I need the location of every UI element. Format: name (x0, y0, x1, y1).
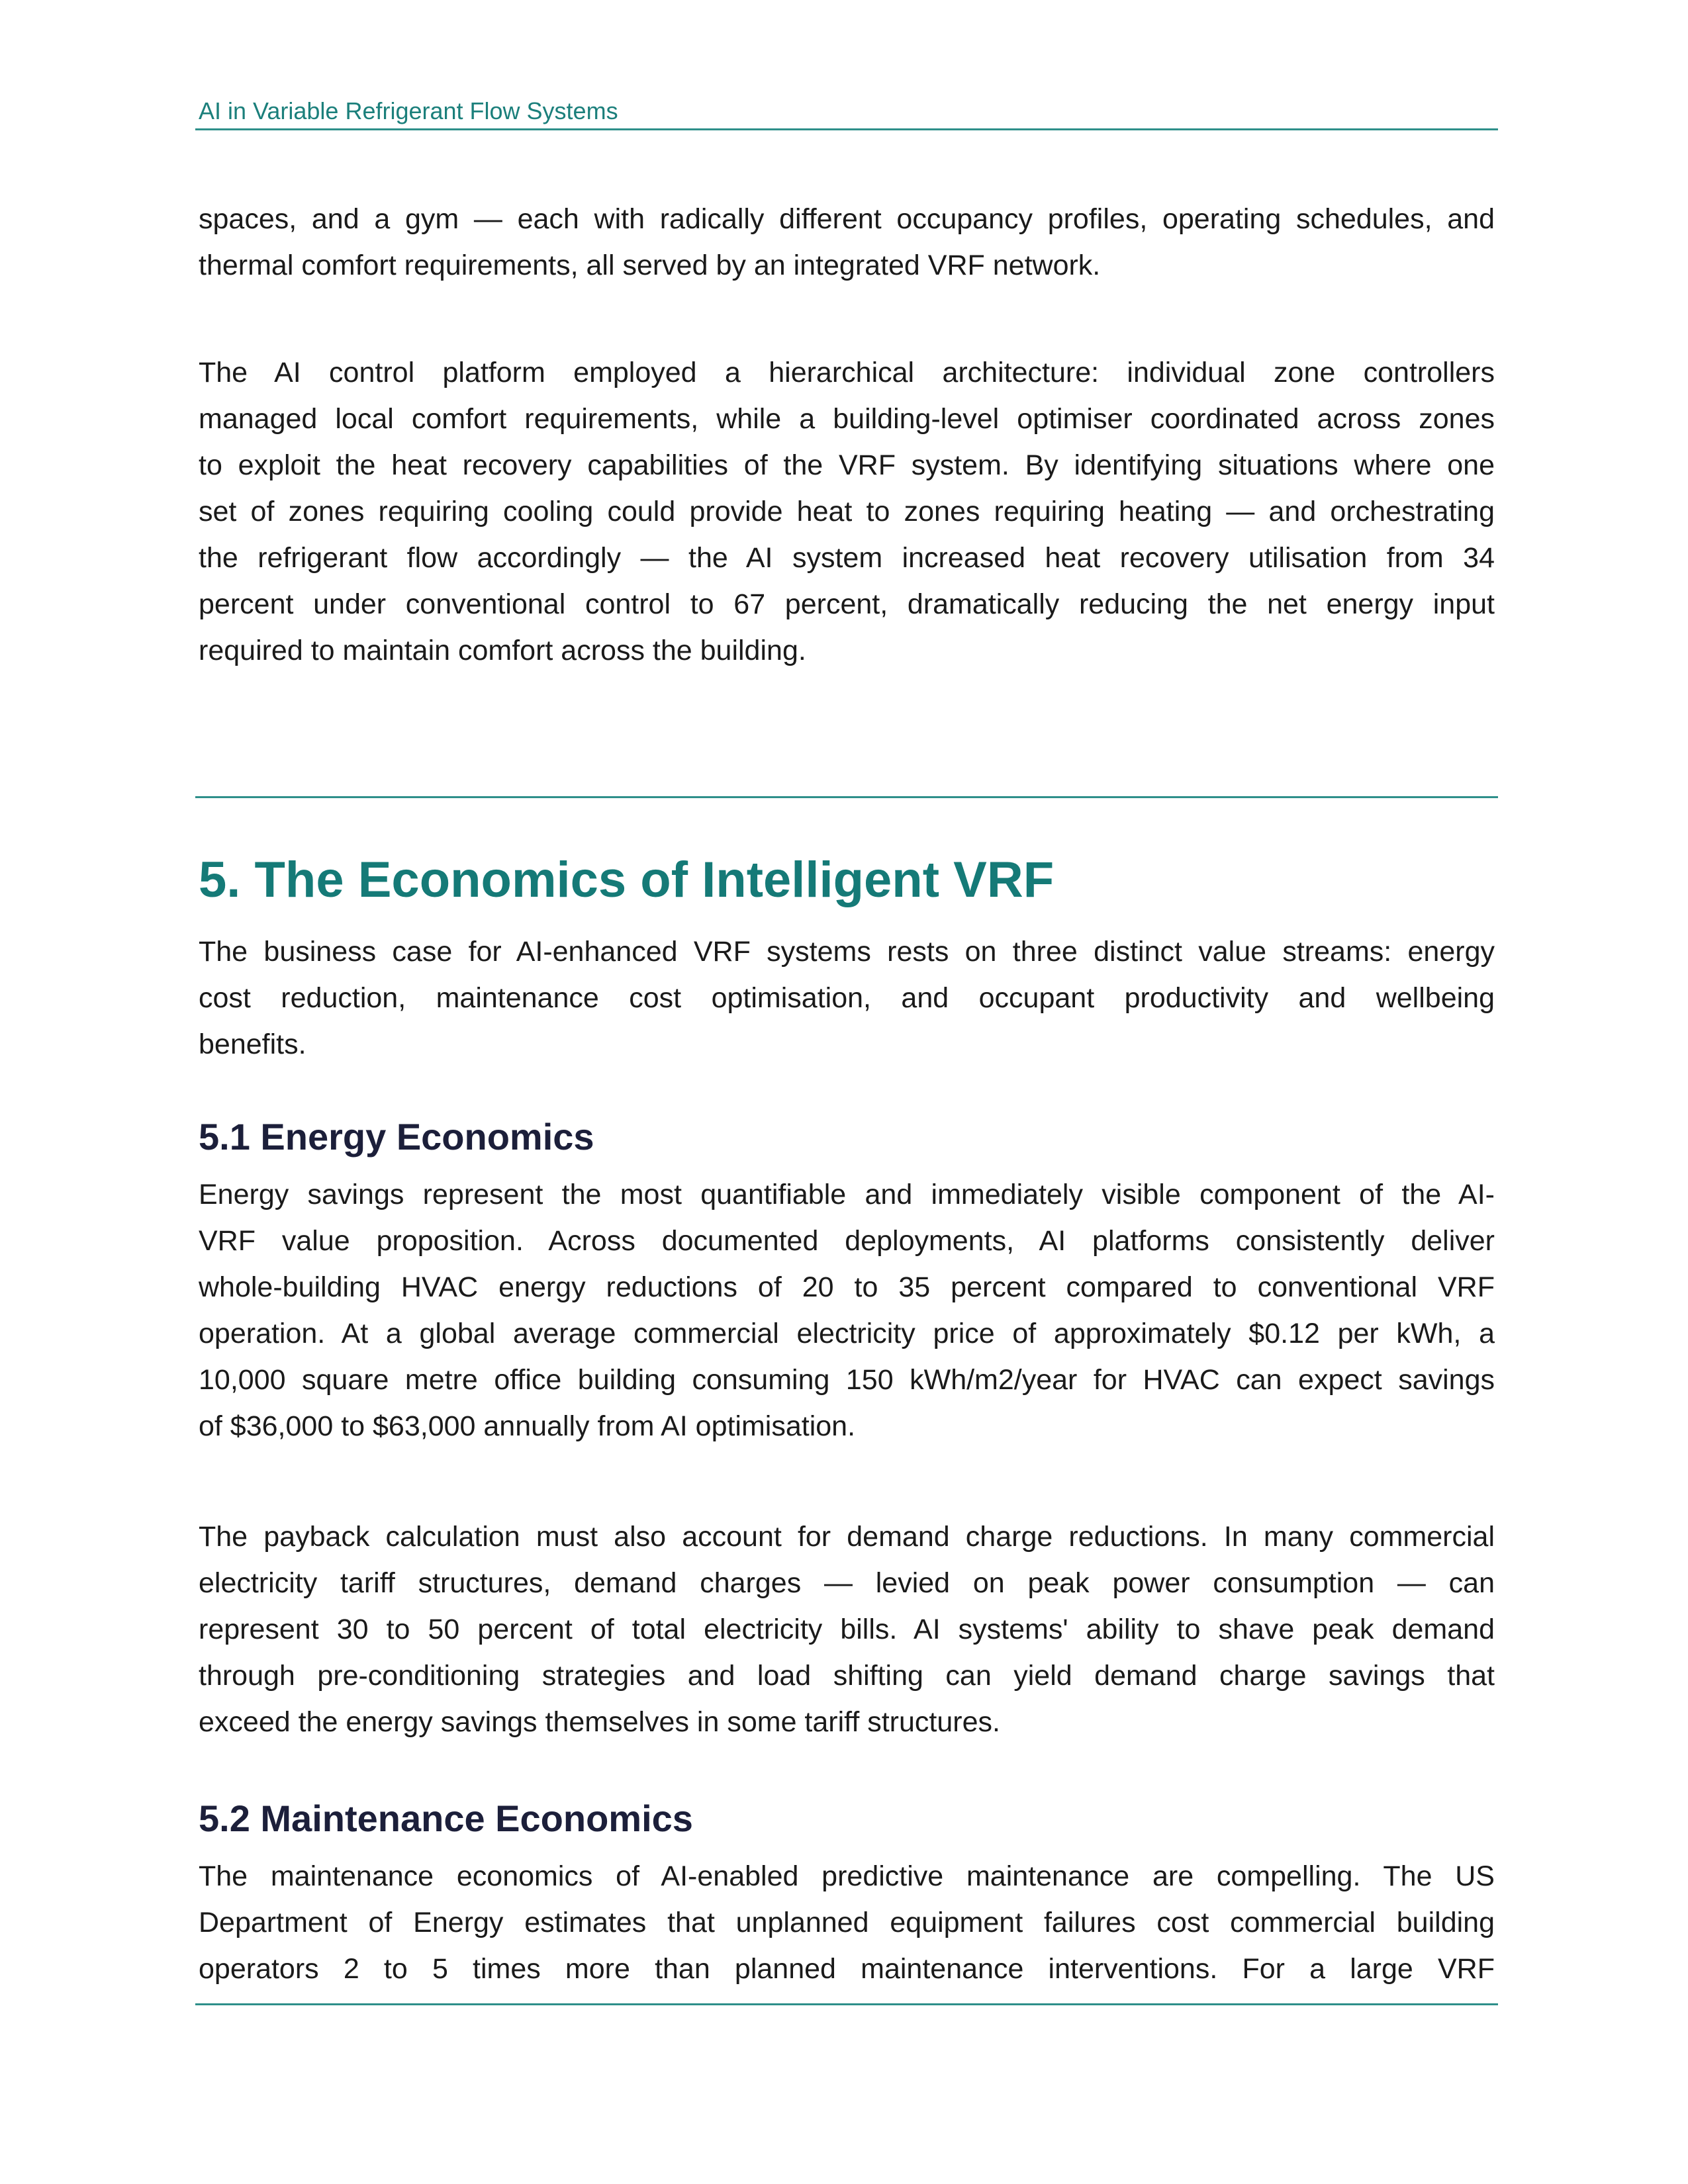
paragraph-business-case (199, 929, 1495, 1068)
section-divider (195, 796, 1498, 798)
text-line: cost reduction, maintenance cost optimisation, and occupant productivity and wellbeing (199, 982, 1495, 1014)
text-line: 10,000 square metre office building consuming 150 kWh/m2/year for HVAC can expect savings (199, 1364, 1495, 1396)
paragraph-continued (199, 196, 1495, 289)
text-line: exceed the energy savings themselves in some tariff structures. (199, 1706, 1000, 1738)
text-line: thermal comfort requirements, all served by an integrated VRF network. (199, 250, 1101, 281)
text-line: through pre-conditioning strategies and load shifting can yield demand charge savings that (199, 1660, 1495, 1692)
text-line: set of zones requiring cooling could provide heat to zones requiring heating — and orchestrating (199, 496, 1495, 527)
header-rule (195, 128, 1498, 130)
text-line: required to maintain comfort across the building. (199, 635, 806, 666)
paragraph-payback (199, 1514, 1495, 1745)
subsection-heading-maintenance: 5.2 Maintenance Economics (199, 1797, 693, 1839)
paragraph-energy-savings (199, 1171, 1495, 1449)
text-line: of $36,000 to $63,000 annually from AI optimisation. (199, 1410, 856, 1442)
footer-rule (195, 2003, 1498, 2005)
paragraph-maintenance (199, 1853, 1495, 1992)
text-line: The AI control platform employed a hierarchical architecture: individual zone controllers (199, 357, 1495, 388)
subsection-heading-energy: 5.1 Energy Economics (199, 1116, 594, 1158)
text-line: Energy savings represent the most quantifiable and immediately visible component of the AI- (199, 1179, 1495, 1210)
text-line: to exploit the heat recovery capabilities of the VRF system. By identifying situations where one (199, 449, 1495, 481)
text-line: The maintenance economics of AI-enabled predictive maintenance are compelling. The US (199, 1860, 1495, 1892)
document-page (199, 0, 1495, 2184)
text-line: operation. At a global average commercial electricity price of approximately $0.12 per kWh, a (199, 1318, 1495, 1349)
text-line: managed local comfort requirements, while a building-level optimiser coordinated across zones (199, 403, 1495, 435)
text-line: VRF value proposition. Across documented deployments, AI platforms consistently deliver (199, 1225, 1495, 1257)
text-line: The business case for AI-enhanced VRF systems rests on three distinct value streams: energy (199, 936, 1495, 968)
text-line: percent under conventional control to 67 percent, dramatically reducing the net energy input (199, 588, 1495, 620)
text-line: The payback calculation must also account for demand charge reductions. In many commercial (199, 1521, 1495, 1553)
text-line: operators 2 to 5 times more than planned maintenance interventions. For a large VRF (199, 1953, 1495, 1985)
text-line: benefits. (199, 1028, 306, 1060)
paragraph-ai-control-platform (199, 349, 1495, 674)
text-line: Department of Energy estimates that unplanned equipment failures cost commercial building (199, 1907, 1495, 1938)
text-line: the refrigerant flow accordingly — the AI system increased heat recovery utilisation from 34 (199, 542, 1495, 574)
running-header: AI in Variable Refrigerant Flow Systems (199, 97, 618, 124)
text-line: whole-building HVAC energy reductions of 20 to 35 percent compared to conventional VRF (199, 1271, 1495, 1303)
section-heading: 5. The Economics of Intelligent VRF (199, 852, 1055, 908)
text-line: spaces, and a gym — each with radically different occupancy profiles, operating schedules, and (199, 203, 1495, 235)
text-line: represent 30 to 50 percent of total electricity bills. AI systems' ability to shave peak demand (199, 1614, 1495, 1645)
text-line: electricity tariff structures, demand charges — levied on peak power consumption — can (199, 1567, 1495, 1599)
